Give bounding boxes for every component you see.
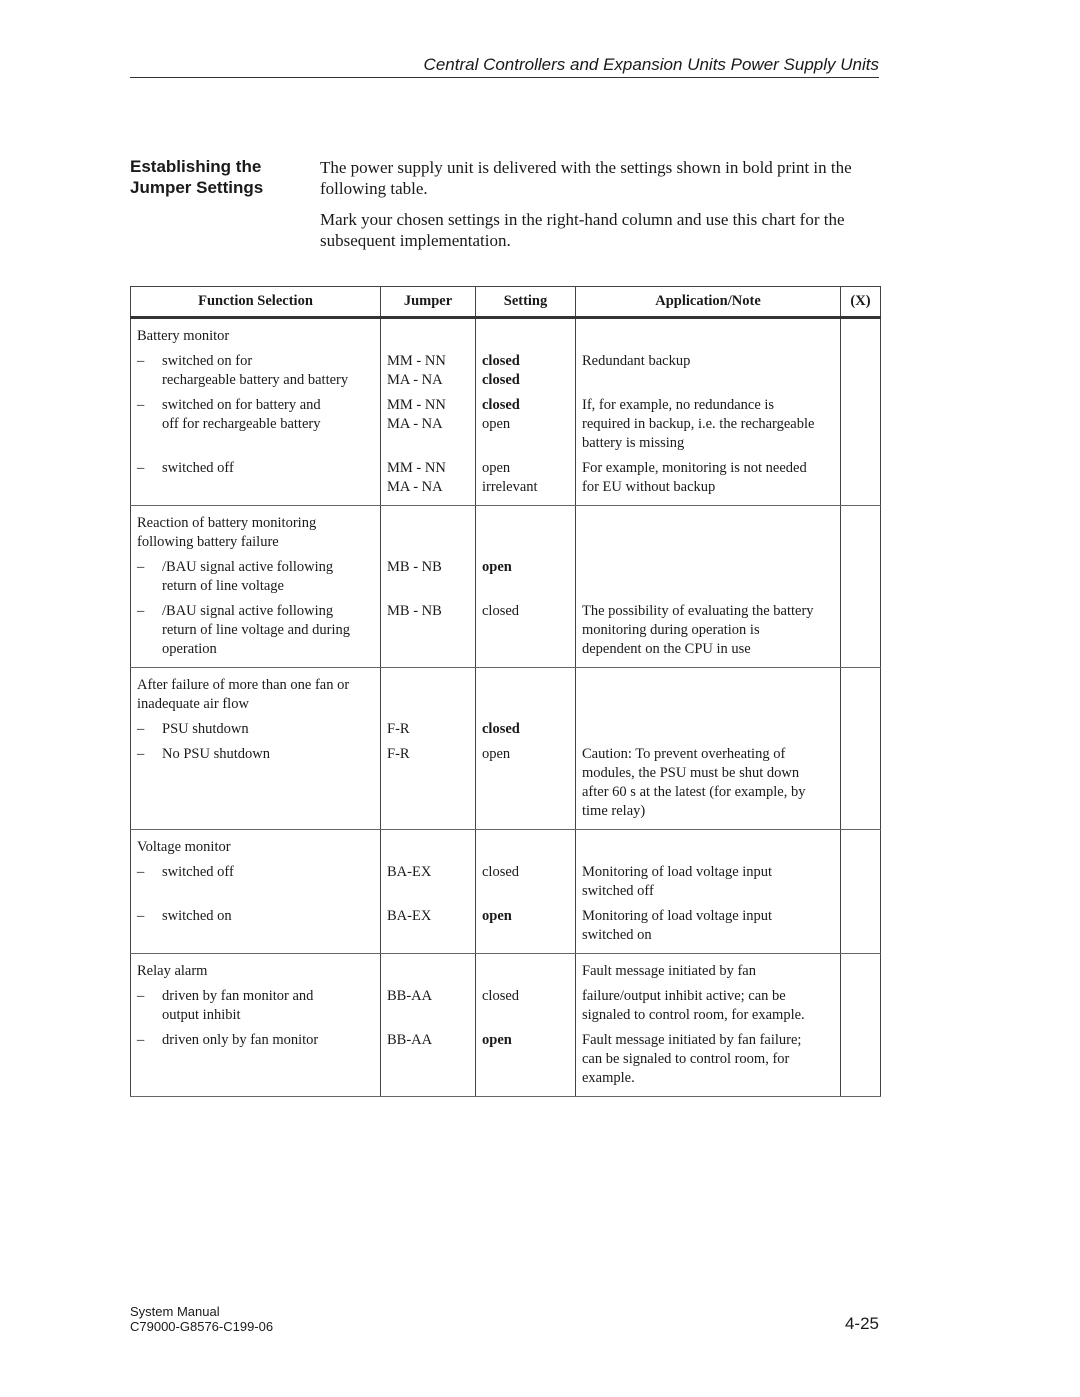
- table-row: [131, 1025, 881, 1097]
- note-line: failure/output inhibit active; can be: [582, 988, 786, 1004]
- jumper-cell: [381, 318, 476, 347]
- note-line: The possibility of evaluating the battery: [582, 603, 814, 619]
- jumper-value: MM - NN: [387, 397, 446, 413]
- function-line: switched off: [162, 864, 234, 880]
- page-number: 4-25: [844, 1314, 879, 1333]
- function-text: [162, 863, 234, 882]
- mark-cell[interactable]: [841, 506, 881, 553]
- note-line: Fault message initiated by fan failure;: [582, 1032, 802, 1048]
- setting-cell: [476, 390, 576, 453]
- function-cell: [131, 739, 381, 830]
- function-item: [137, 459, 374, 478]
- setting-cell: [476, 318, 576, 347]
- jumper-cell: [381, 901, 476, 954]
- function-item: [137, 1031, 374, 1050]
- jumper-cell: [381, 506, 476, 553]
- mark-cell[interactable]: [841, 714, 881, 739]
- function-line: /BAU signal active following: [162, 603, 334, 619]
- group-title-line: inadequate air flow: [137, 696, 249, 712]
- section-heading-line-2: Jumper Settings: [130, 178, 264, 197]
- jumper-cell: [381, 714, 476, 739]
- note-line: battery is missing: [582, 435, 685, 451]
- footer-manual-info: [130, 1304, 273, 1334]
- setting-cell: [476, 596, 576, 668]
- note-line: dependent on the CPU in use: [582, 641, 751, 657]
- dash-bullet: –: [137, 721, 145, 737]
- mark-cell[interactable]: [841, 954, 881, 982]
- table-row: [131, 390, 881, 453]
- function-item: [137, 396, 374, 434]
- note-line: Caution: To prevent overheating of: [582, 746, 786, 762]
- setting-value: open: [482, 416, 511, 432]
- jumper-value: MA - NA: [387, 479, 443, 495]
- jumper-value: MM - NN: [387, 460, 446, 476]
- setting-cell: [476, 857, 576, 901]
- jumper-cell: [381, 453, 476, 506]
- note-cell: [576, 1025, 841, 1097]
- mark-cell[interactable]: [841, 668, 881, 715]
- table-row: [131, 739, 881, 830]
- jumper-value: BB-AA: [387, 988, 433, 1004]
- setting-value: open: [482, 908, 512, 924]
- setting-value: closed: [482, 988, 520, 1004]
- setting-cell: [476, 668, 576, 715]
- note-cell: [576, 318, 841, 347]
- dash-bullet: –: [137, 746, 145, 762]
- jumper-value: BA-EX: [387, 908, 432, 924]
- function-group: [131, 954, 881, 1097]
- setting-value: open: [482, 460, 511, 476]
- table-row: [131, 552, 881, 596]
- function-text: [162, 745, 270, 764]
- jumper-cell: [381, 390, 476, 453]
- mark-cell[interactable]: [841, 346, 881, 390]
- mark-cell[interactable]: [841, 318, 881, 347]
- function-cell: [131, 981, 381, 1025]
- setting-value: closed: [482, 721, 520, 737]
- function-text: [162, 720, 249, 739]
- setting-value: open: [482, 746, 511, 762]
- setting-cell: [476, 346, 576, 390]
- group-title-line: Voltage monitor: [137, 839, 231, 855]
- mark-cell[interactable]: [841, 596, 881, 668]
- function-cell: [131, 901, 381, 954]
- table-row: [131, 714, 881, 739]
- dash-bullet: –: [137, 353, 145, 369]
- setting-cell: [476, 453, 576, 506]
- jumper-value: F-R: [387, 721, 410, 737]
- function-group: [131, 830, 881, 954]
- group-title-row: [131, 954, 881, 982]
- function-item: [137, 987, 374, 1025]
- group-title-line: Battery monitor: [137, 328, 230, 344]
- function-cell: [131, 857, 381, 901]
- setting-cell: [476, 739, 576, 830]
- function-line: driven only by fan monitor: [162, 1032, 319, 1048]
- function-item: [137, 602, 374, 659]
- group-title-line: After failure of more than one fan or: [137, 677, 350, 693]
- group-title-row: [131, 318, 881, 347]
- mark-cell[interactable]: [841, 857, 881, 901]
- function-text: [162, 907, 232, 926]
- jumper-cell: [381, 830, 476, 858]
- header-function-selection: Function Selection: [131, 287, 381, 318]
- jumper-cell: [381, 857, 476, 901]
- group-title: [131, 668, 381, 715]
- dash-bullet: –: [137, 908, 145, 924]
- setting-value: open: [482, 1032, 512, 1048]
- function-cell: [131, 552, 381, 596]
- jumper-cell: [381, 954, 476, 982]
- function-cell: [131, 1025, 381, 1097]
- function-item: [137, 352, 374, 390]
- note-line: Redundant backup: [582, 353, 691, 369]
- function-cell: [131, 714, 381, 739]
- note-cell: [576, 739, 841, 830]
- table-row: [131, 901, 881, 954]
- note-cell: [576, 830, 841, 858]
- mark-cell[interactable]: [841, 901, 881, 954]
- note-cell: [576, 453, 841, 506]
- dash-bullet: –: [137, 559, 145, 575]
- jumper-value: MB - NB: [387, 559, 442, 575]
- note-line: signaled to control room, for example.: [582, 1007, 805, 1023]
- jumper-value: BA-EX: [387, 864, 432, 880]
- group-title: [131, 506, 381, 553]
- note-cell: [576, 668, 841, 715]
- note-line: for EU without backup: [582, 479, 716, 495]
- table-row: [131, 453, 881, 506]
- setting-value: closed: [482, 372, 520, 388]
- note-line: Monitoring of load voltage input: [582, 908, 773, 924]
- dash-bullet: –: [137, 460, 145, 476]
- header-setting: Setting: [476, 287, 576, 318]
- jumper-value: MA - NA: [387, 416, 443, 432]
- function-text: [162, 987, 313, 1025]
- function-cell: [131, 596, 381, 668]
- note-line: example.: [582, 1070, 635, 1086]
- function-cell: [131, 346, 381, 390]
- footer-manual-code: C79000-G8576-C199-06: [130, 1319, 274, 1334]
- section-heading-line-1: Establishing the: [130, 157, 262, 176]
- setting-cell: [476, 506, 576, 553]
- function-text: [162, 352, 348, 390]
- jumper-value: MA - NA: [387, 372, 443, 388]
- function-line: return of line voltage and during: [162, 622, 351, 638]
- setting-cell: [476, 1025, 576, 1097]
- header-mark-column: (X): [841, 287, 881, 318]
- setting-cell: [476, 830, 576, 858]
- function-line: return of line voltage: [162, 578, 284, 594]
- setting-cell: [476, 981, 576, 1025]
- jumper-value: BB-AA: [387, 1032, 433, 1048]
- function-text: [162, 459, 234, 478]
- setting-value: closed: [482, 603, 520, 619]
- function-text: [162, 602, 350, 659]
- table-row: [131, 346, 881, 390]
- note-cell: [576, 346, 841, 390]
- note-cell: [576, 981, 841, 1025]
- function-item: [137, 558, 374, 596]
- table-header-row: [131, 287, 881, 318]
- group-title-line: following battery failure: [137, 534, 279, 550]
- jumper-cell: [381, 346, 476, 390]
- note-line: time relay): [582, 803, 646, 819]
- setting-value: closed: [482, 353, 520, 369]
- note-line: If, for example, no redundance is: [582, 397, 775, 413]
- note-line: modules, the PSU must be shut down: [582, 765, 800, 781]
- note-line: switched off: [582, 883, 654, 899]
- function-group: [131, 668, 881, 830]
- function-cell: [131, 453, 381, 506]
- note-cell: [576, 714, 841, 739]
- setting-cell: [476, 954, 576, 982]
- mark-cell[interactable]: [841, 1025, 881, 1097]
- note-line: For example, monitoring is not needed: [582, 460, 807, 476]
- jumper-cell: [381, 981, 476, 1025]
- dash-bullet: –: [137, 1032, 145, 1048]
- function-item: [137, 720, 374, 739]
- table-row: [131, 981, 881, 1025]
- note-line: monitoring during operation is: [582, 622, 760, 638]
- jumper-cell: [381, 596, 476, 668]
- jumper-cell: [381, 668, 476, 715]
- dash-bullet: –: [137, 988, 145, 1004]
- setting-value: open: [482, 559, 512, 575]
- function-item: [137, 863, 374, 882]
- header-application-note: Application/Note: [576, 287, 841, 318]
- function-line: switched off: [162, 460, 234, 476]
- mark-cell[interactable]: [841, 830, 881, 858]
- mark-cell[interactable]: [841, 390, 881, 453]
- mark-cell[interactable]: [841, 739, 881, 830]
- jumper-cell: [381, 552, 476, 596]
- note-cell: [576, 596, 841, 668]
- setting-value: closed: [482, 864, 520, 880]
- note-cell: [576, 901, 841, 954]
- table-row: [131, 857, 881, 901]
- instruction-paragraph: Mark your chosen settings in the right-hand column and use this chart for the subsequent implementation.: [320, 210, 845, 250]
- jumper-cell: [381, 1025, 476, 1097]
- note-line: switched on: [582, 927, 652, 943]
- footer-manual-title: System Manual: [130, 1304, 220, 1319]
- function-line: switched on: [162, 908, 232, 924]
- jumper-cell: [381, 739, 476, 830]
- function-line: /BAU signal active following: [162, 559, 334, 575]
- jumper-value: F-R: [387, 746, 410, 762]
- setting-value: irrelevant: [482, 479, 538, 495]
- mark-cell[interactable]: [841, 981, 881, 1025]
- note-cell: [576, 857, 841, 901]
- note-line: Fault message initiated by fan: [582, 963, 756, 979]
- note-line: after 60 s at the latest (for example, by: [582, 784, 806, 800]
- group-title-row: [131, 830, 881, 858]
- jumper-value: MB - NB: [387, 603, 442, 619]
- setting-value: closed: [482, 397, 520, 413]
- function-text: [162, 1031, 318, 1050]
- setting-cell: [476, 552, 576, 596]
- group-title-row: [131, 506, 881, 553]
- group-title-line: Reaction of battery monitoring: [137, 515, 317, 531]
- note-line: Monitoring of load voltage input: [582, 864, 773, 880]
- jumper-settings-table: [130, 286, 881, 1097]
- dash-bullet: –: [137, 603, 145, 619]
- mark-cell[interactable]: [841, 552, 881, 596]
- function-line: No PSU shutdown: [162, 746, 270, 762]
- jumper-value: MM - NN: [387, 353, 446, 369]
- group-title: [131, 954, 381, 982]
- function-group: [131, 506, 881, 668]
- header-jumper: Jumper: [381, 287, 476, 318]
- mark-cell[interactable]: [841, 453, 881, 506]
- note-line: can be signaled to control room, for: [582, 1051, 790, 1067]
- function-line: output inhibit: [162, 1007, 241, 1023]
- note-line: required in backup, i.e. the rechargeable: [582, 416, 815, 432]
- function-line: operation: [162, 641, 217, 657]
- group-title-row: [131, 668, 881, 715]
- header-rule: [130, 77, 879, 78]
- setting-cell: [476, 714, 576, 739]
- running-header: Central Controllers and Expansion Units Power Supply Units: [423, 55, 879, 74]
- function-cell: [131, 390, 381, 453]
- group-title: [131, 318, 381, 347]
- dash-bullet: –: [137, 864, 145, 880]
- function-line: driven by fan monitor and: [162, 988, 314, 1004]
- function-group: [131, 318, 881, 506]
- function-item: [137, 745, 374, 764]
- group-title: [131, 830, 381, 858]
- group-title-line: Relay alarm: [137, 963, 208, 979]
- function-item: [137, 907, 374, 926]
- function-line: PSU shutdown: [162, 721, 249, 737]
- note-cell: [576, 552, 841, 596]
- intro-paragraph: The power supply unit is delivered with the settings shown in bold print in the following table.: [320, 158, 852, 198]
- note-cell: [576, 954, 841, 982]
- function-line: switched on for: [162, 353, 253, 369]
- function-line: rechargeable battery and battery: [162, 372, 349, 388]
- note-cell: [576, 390, 841, 453]
- dash-bullet: –: [137, 397, 145, 413]
- function-text: [162, 558, 333, 596]
- setting-cell: [476, 901, 576, 954]
- note-cell: [576, 506, 841, 553]
- function-line: switched on for battery and: [162, 397, 321, 413]
- function-line: off for rechargeable battery: [162, 416, 321, 432]
- table-row: [131, 596, 881, 668]
- section-heading: [130, 156, 310, 198]
- function-text: [162, 396, 321, 434]
